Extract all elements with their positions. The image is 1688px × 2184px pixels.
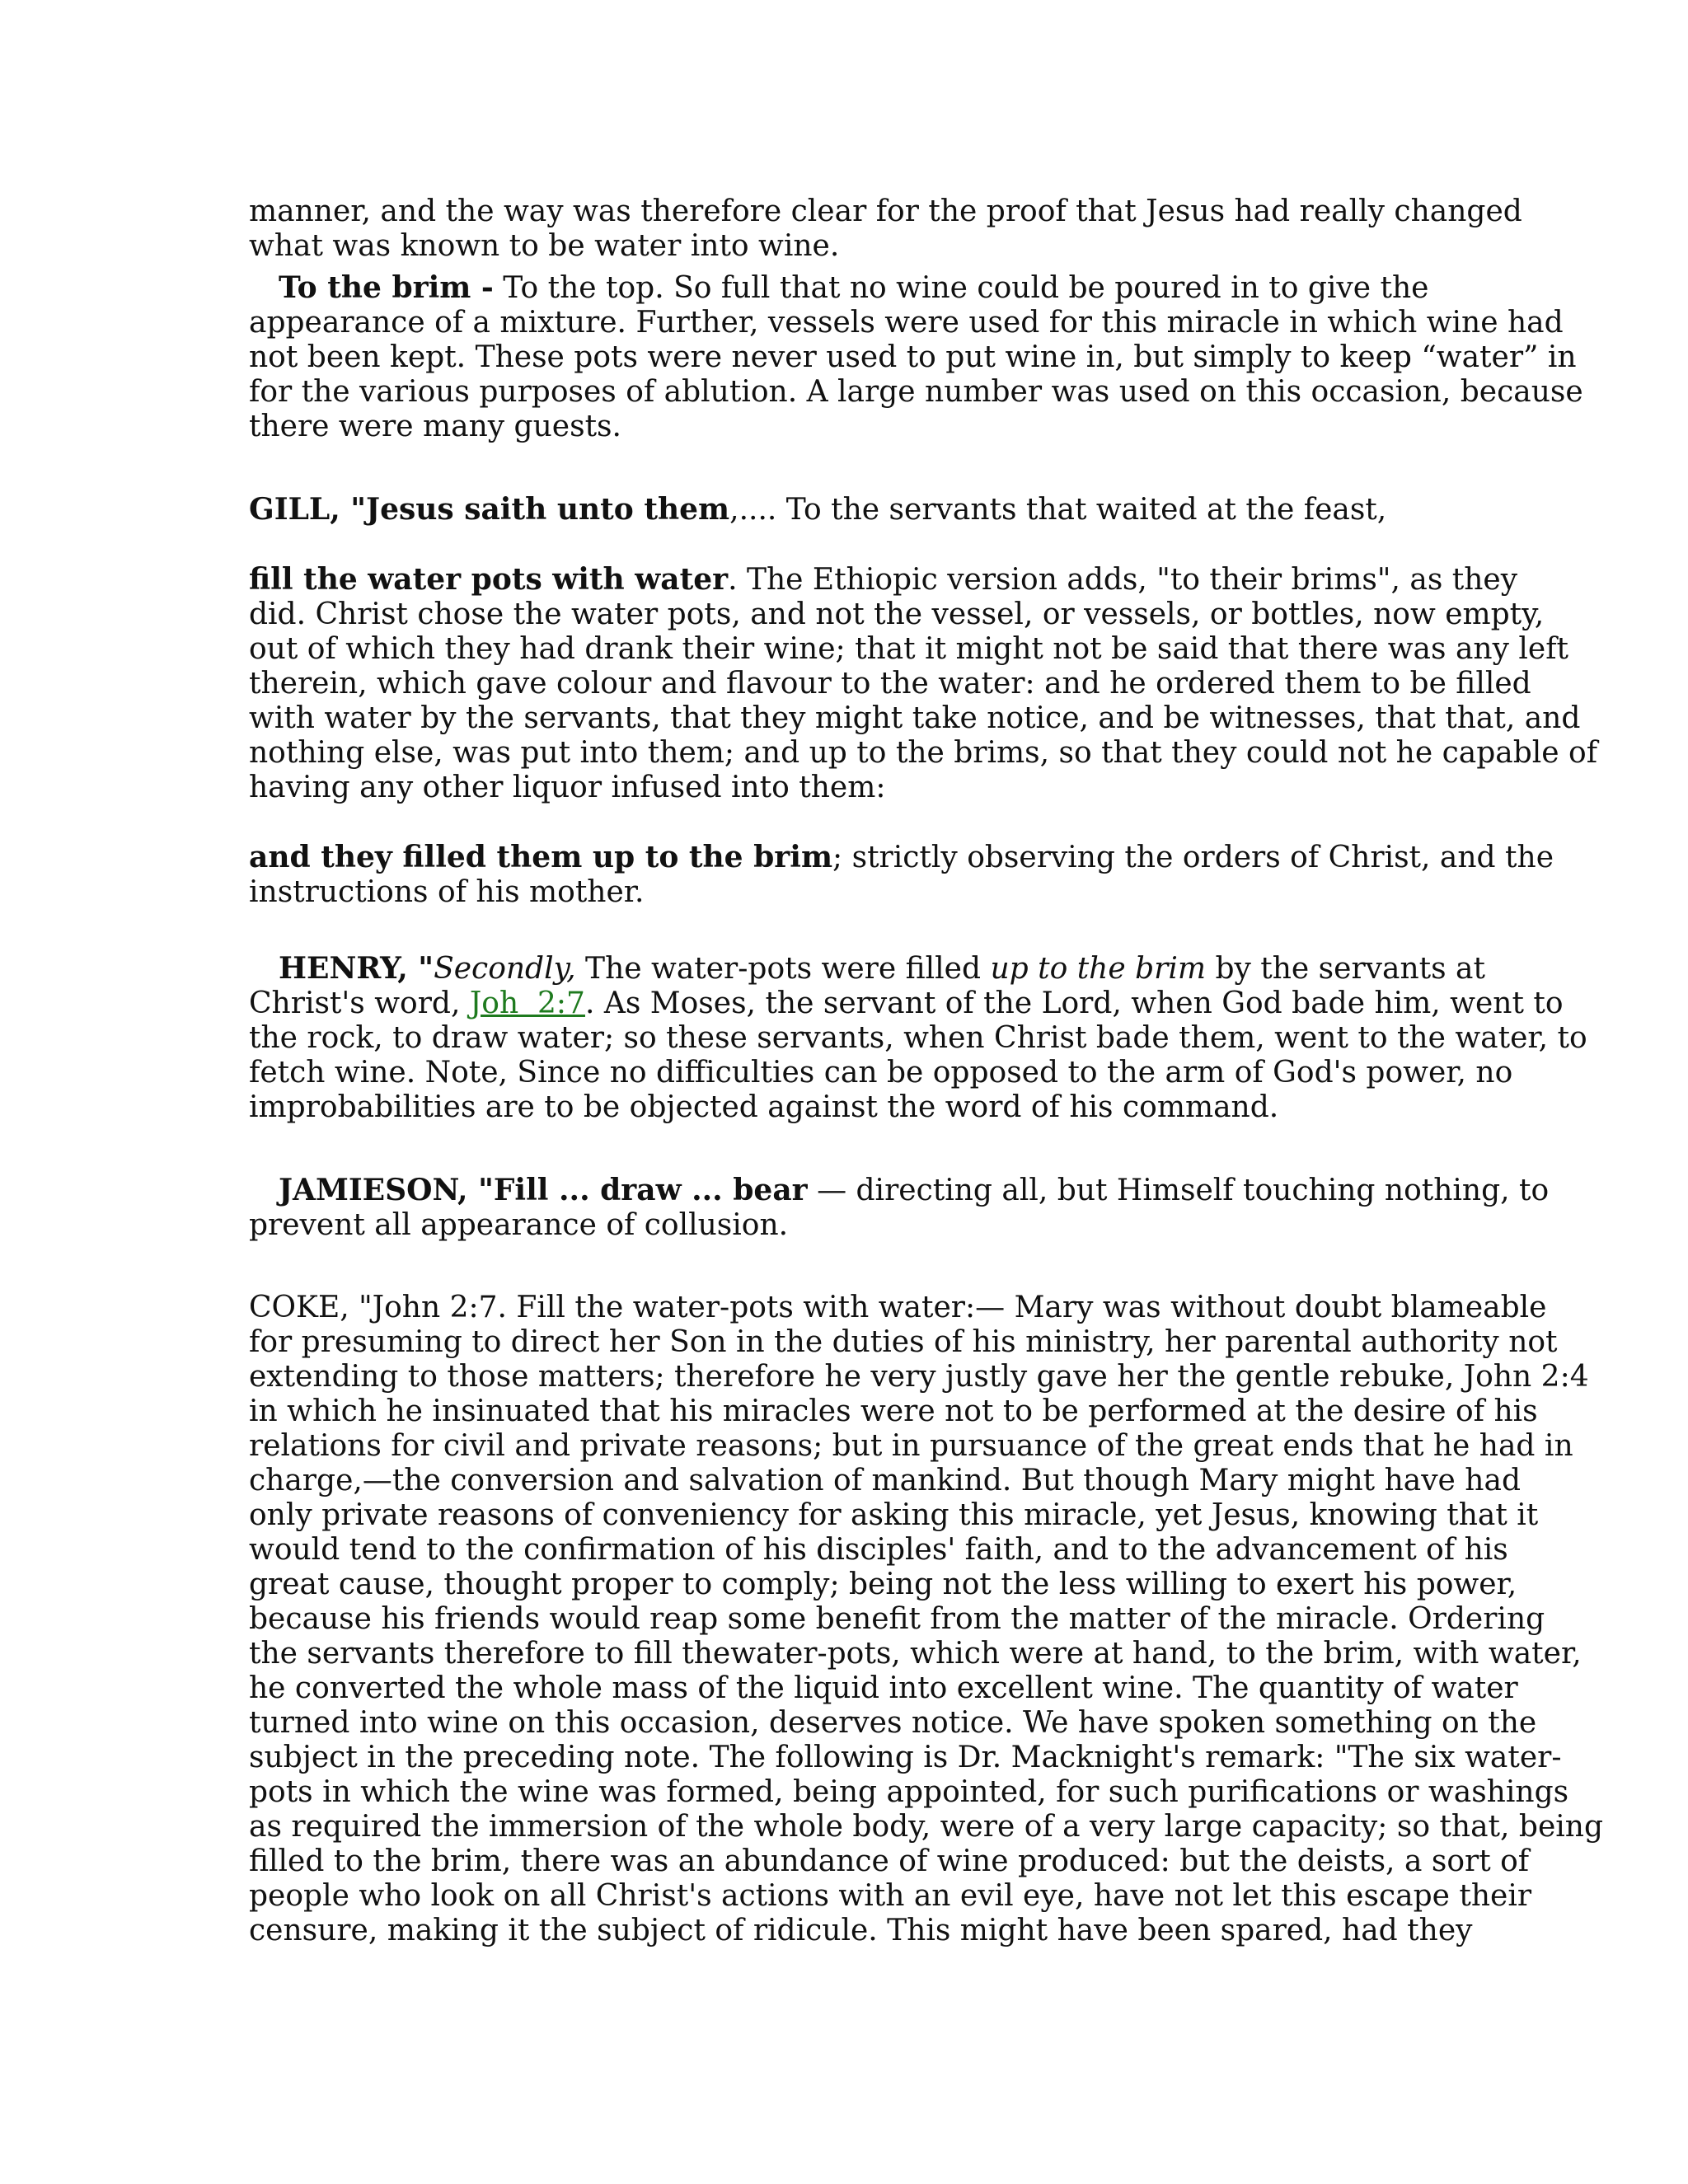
- paragraph-jamieson: [249, 1173, 1550, 1243]
- text-fragment: . As Moses, the servant of the Lord, when God bade him, went to: [584, 987, 1564, 1020]
- text-line: appearance of a mixture. Further, vessels were used for this miracle in which wine had: [249, 306, 1564, 340]
- commentator-heading: GILL, "Jesus saith unto them: [249, 492, 730, 527]
- text-line: he converted the whole mass of the liquid into excellent wine. The quantity of water: [249, 1671, 1518, 1705]
- text-line: the servants therefore to fill thewater-pots, which were at hand, to the brim, with water,: [249, 1637, 1582, 1671]
- text-line: what was known to be water into wine.: [249, 229, 840, 263]
- text-line: people who look on all Christ's actions with an evil eye, have not let this escape their: [249, 1879, 1532, 1913]
- spacer: [249, 1243, 1452, 1291]
- paragraph-coke: [249, 1291, 1603, 1948]
- text-line: relations for civil and private reasons; but in pursuance of the great ends that he had in: [249, 1429, 1573, 1463]
- text-line: fetch wine. Note, Since no difficulties can be opposed to the arm of God's power, no: [249, 1056, 1513, 1090]
- text-line: in which he insinuated that his miracles were not to be performed at the desire of his: [249, 1394, 1538, 1428]
- text-line: out of which they had drank their wine; that it might not be said that there was any left: [249, 632, 1568, 666]
- term-heading: fill the water pots with water: [249, 562, 729, 597]
- text-line: COKE, "John 2:7. Fill the water-pots with water:— Mary was without doubt blameable: [249, 1291, 1547, 1324]
- text-line: as required the immersion of the whole body, were of a very large capacity; so that, being: [249, 1810, 1603, 1844]
- text-line: censure, making it the subject of ridicule. This might have been spared, had they: [249, 1914, 1473, 1947]
- italic-fragment: up to the brim: [990, 952, 1206, 986]
- italic-fragment: Secondly,: [434, 952, 576, 986]
- text-line: because his friends would reap some benefit from the matter of the miracle. Ordering: [249, 1602, 1545, 1636]
- text-line: subject in the preceding note. The following is Dr. Macknight's remark: "The six water-: [249, 1741, 1562, 1774]
- text-fragment: by the servants at: [1206, 952, 1485, 986]
- text-fragment: — directing all, but Himself touching nothing, to: [807, 1174, 1550, 1207]
- text-line: therein, which gave colour and flavour to the water: and he ordered them to be filled: [249, 667, 1531, 701]
- commentator-heading: JAMIESON, "Fill ... draw ... bear: [279, 1173, 808, 1207]
- document-page: [249, 194, 1603, 1948]
- text-line: instructions of his mother.: [249, 875, 645, 909]
- paragraph-gill-fill: [249, 562, 1598, 805]
- text-fragment: . The Ethiopic version adds, "to their brims", as they: [728, 563, 1518, 597]
- spacer: [249, 910, 1452, 951]
- text-line: would tend to the confirmation of his disciples' faith, and to the advancement of his: [249, 1533, 1508, 1567]
- paragraph-gill-filled: [249, 840, 1554, 910]
- text-line: charge,—the conversion and salvation of mankind. But though Mary might have had: [249, 1464, 1521, 1497]
- paragraph-to-the-brim: [249, 270, 1583, 444]
- text-line: extending to those matters; therefore he very justly gave her the gentle rebuke, John 2:4: [249, 1360, 1589, 1394]
- text-fragment: To the top. So full that no wine could be poured in to give the: [493, 271, 1429, 305]
- paragraph-henry: [249, 951, 1587, 1125]
- text-line: only private reasons of conveniency for asking this miracle, yet Jesus, knowing that it: [249, 1498, 1539, 1532]
- text-line: great cause, thought proper to comply; being not the less willing to exert his power,: [249, 1568, 1517, 1601]
- term-heading: To the brim -: [279, 270, 494, 305]
- text-line: turned into wine on this occasion, deserves notice. We have spoken something on the: [249, 1706, 1537, 1740]
- text-line: there were many guests.: [249, 410, 621, 443]
- text-line: with water by the servants, that they might take notice, and be witnesses, that that, and: [249, 701, 1581, 735]
- text-fragment: ; strictly observing the orders of Christ, and the: [832, 841, 1554, 874]
- spacer: [249, 444, 1452, 492]
- paragraph-gill: [249, 492, 1452, 527]
- spacer: [249, 527, 1452, 562]
- text-fragment: The water-pots were filled: [575, 952, 991, 986]
- text-line: for presuming to direct her Son in the duties of his ministry, her parental authority not: [249, 1325, 1558, 1359]
- spacer: [249, 1125, 1452, 1173]
- scripture-reference-link[interactable]: Joh 2:7: [469, 987, 585, 1020]
- text-line: pots in which the wine was formed, being appointed, for such purifications or washings: [249, 1775, 1569, 1809]
- term-heading: and they filled them up to the brim: [249, 840, 833, 874]
- text-line: did. Christ chose the water pots, and not the vessel, or vessels, or bottles, now empty,: [249, 598, 1545, 631]
- text-line: manner, and the way was therefore clear for the proof that Jesus had really changed: [249, 194, 1522, 228]
- text-line: the rock, to draw water; so these servants, when Christ bade them, went to the water, to: [249, 1021, 1587, 1055]
- text-fragment: ,.... To the servants that waited at the feast,: [729, 493, 1387, 527]
- text-line: for the various purposes of ablution. A large number was used on this occasion, because: [249, 375, 1583, 409]
- commentator-heading: HENRY, ": [279, 951, 434, 986]
- spacer: [249, 805, 1452, 840]
- text-line: not been kept. These pots were never used to put wine in, but simply to keep “water” in: [249, 340, 1577, 374]
- text-line: having any other liquor infused into them:: [249, 771, 886, 804]
- text-line: nothing else, was put into them; and up to the brims, so that they could not he capable of: [249, 736, 1598, 770]
- text-line: prevent all appearance of collusion.: [249, 1208, 789, 1242]
- text-line: improbabilities are to be objected against the word of his command.: [249, 1090, 1279, 1124]
- paragraph-intro: [249, 194, 1522, 264]
- text-line: filled to the brim, there was an abundance of wine produced: but the deists, a sort of: [249, 1844, 1530, 1878]
- text-fragment: Christ's word,: [249, 987, 470, 1020]
